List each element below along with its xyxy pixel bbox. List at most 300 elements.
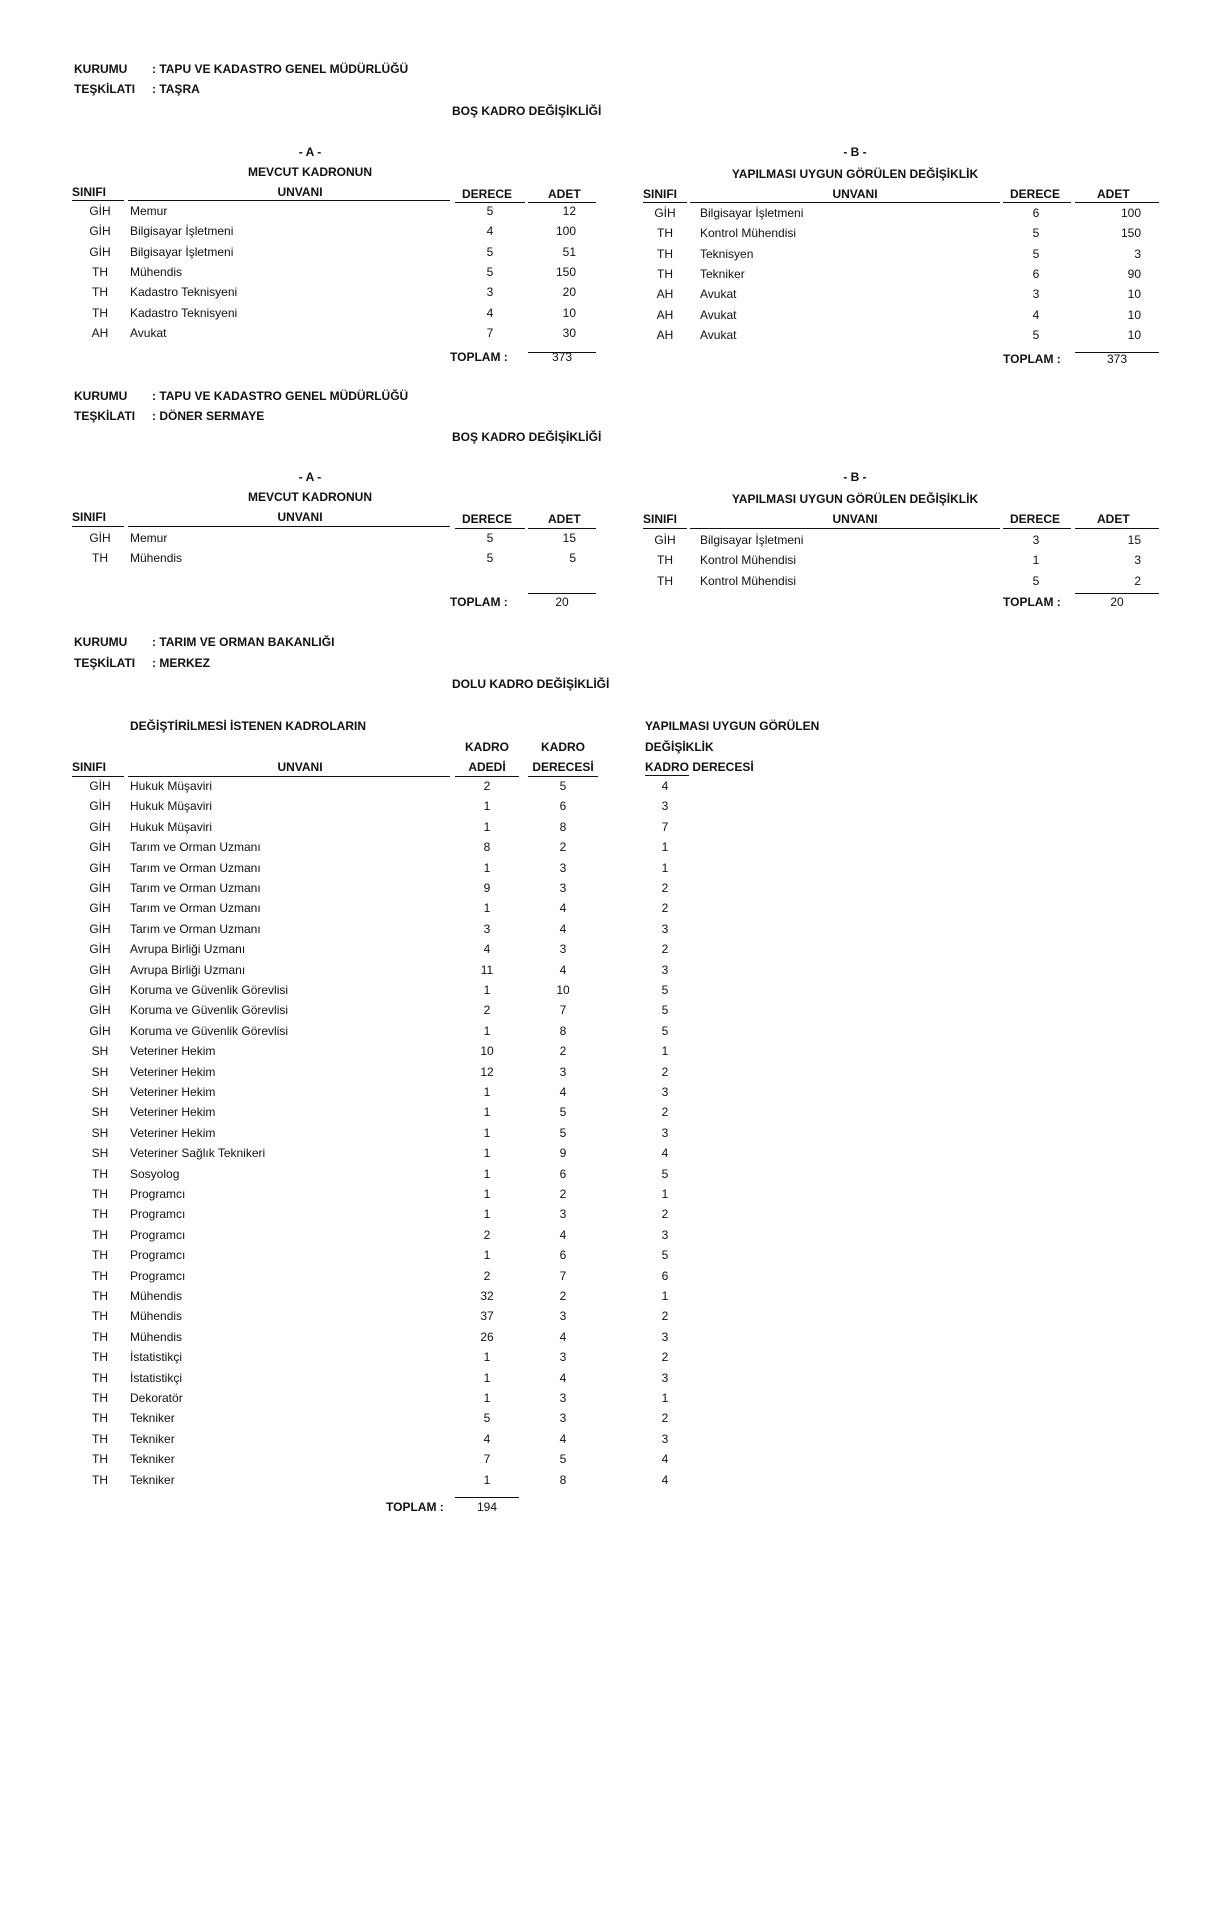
cell-sinif: TH [92,1227,108,1242]
cell-sinif: GİH [89,942,111,957]
cell-kadro-derecesi: 9 [559,1146,567,1161]
cell-sinif: GİH [89,779,111,793]
table-row [0,817,1223,837]
cell-sinif: TH [657,226,673,241]
cell-kadro-derecesi: 3 [559,1391,567,1405]
cell-sinif: TH [92,1166,108,1181]
cell-adet: 12 [562,204,576,218]
cell-derece: 4 [486,224,494,239]
table-row [0,1204,1223,1224]
cell-sinif: GİH [89,204,111,218]
s1-b-derece-header: DERECE [1010,187,1061,201]
cell-unvan: Tarım ve Orman Uzmanı [130,840,261,855]
cell-yeni-derece: 5 [661,1023,669,1038]
cell-unvan: Programcı [130,1268,186,1283]
cell-unvan: Tekniker [130,1452,175,1467]
s3-unvani-header: UNVANI [277,760,323,774]
cell-adet: 30 [562,325,576,340]
cell-kadro-derecesi: 3 [559,1309,567,1324]
table-row [0,878,1223,898]
s1-part-b: - B - [843,145,867,159]
cell-kadro-derecesi: 6 [559,1166,567,1181]
cell-yeni-derece: 4 [661,1452,669,1467]
cell-yeni-derece: 2 [661,942,669,957]
s3-right-heading-3: KADRO DERECESİ [645,760,754,774]
cell-sinif: TH [92,1329,108,1344]
s2-a-unvani-underline [128,526,450,527]
s1-yapilmasi-heading: YAPILMASI UYGUN GÖRÜLEN DEĞİŞİKLİK [731,167,979,181]
cell-unvan: Kontrol Mühendisi [700,226,797,241]
table-row [0,1286,1223,1306]
cell-unvan: Memur [130,531,168,545]
cell-unvan: İstatistikçi [130,1370,183,1385]
cell-derece: 5 [1032,573,1040,588]
s2-b-total-rule [1075,593,1159,594]
cell-unvan: Tekniker [700,266,745,281]
table-row [0,980,1223,1000]
cell-adet: 90 [1127,266,1141,281]
cell-derece: 5 [1032,226,1040,241]
table-row [0,1164,1223,1184]
cell-sinif: TH [92,285,108,300]
s1-b-total-label: TOPLAM : [1003,352,1061,366]
table-row [0,1041,1223,1061]
cell-sinif: TH [657,246,673,261]
cell-derece: 5 [486,531,494,545]
cell-kadro-derecesi: 4 [559,1370,567,1385]
cell-kadro-adedi: 1 [483,901,491,916]
table-row [0,223,1223,243]
cell-adet: 10 [562,305,576,320]
cell-sinif: TH [657,266,673,281]
s2-b-sinifi-underline [643,528,687,529]
cell-unvan: Avrupa Birliği Uzmanı [130,962,246,977]
cell-unvan: Avukat [700,287,737,302]
cell-adet: 2 [1134,573,1141,588]
cell-unvan: Tarım ve Orman Uzmanı [130,881,261,895]
cell-yeni-derece: 5 [661,983,669,997]
cell-kadro-derecesi: 2 [559,1044,567,1059]
cell-yeni-derece: 2 [661,1350,669,1365]
cell-kadro-adedi: 2 [483,779,491,793]
s1-a-adet-header: ADET [548,187,581,201]
cell-unvan: Koruma ve Güvenlik Görevlisi [130,983,289,997]
s2-title: BOŞ KADRO DEĞİŞİKLİĞİ [452,430,602,444]
cell-sinif: TH [92,1309,108,1324]
cell-yeni-derece: 1 [661,1391,669,1405]
s2-teskilati-value: : DÖNER SERMAYE [152,409,265,423]
cell-sinif: GİH [89,860,111,875]
cell-kadro-adedi: 1 [483,1125,491,1140]
cell-kadro-derecesi: 8 [559,1023,567,1038]
cell-unvan: Dekoratör [130,1391,183,1405]
cell-unvan: Hukuk Müşaviri [130,779,213,793]
cell-adet: 100 [555,224,576,239]
cell-derece: 5 [1032,246,1040,261]
cell-unvan: Kontrol Mühendisi [700,553,797,568]
cell-unvan: Teknisyen [700,246,754,261]
cell-sinif: TH [92,551,108,566]
table-row [0,1000,1223,1020]
cell-derece: 7 [486,325,494,340]
s2-b-unvani-underline [690,528,1000,529]
cell-kadro-adedi: 7 [483,1452,491,1467]
cell-adet: 150 [555,264,576,279]
cell-yeni-derece: 2 [661,1105,669,1120]
cell-kadro-adedi: 1 [483,1187,491,1201]
cell-unvan: Bilgisayar İşletmeni [700,206,804,220]
table-row [0,244,1223,264]
s1-teskilati-line [74,82,200,96]
cell-yeni-derece: 3 [661,799,669,814]
cell-kadro-adedi: 5 [483,1411,491,1426]
cell-kadro-derecesi: 4 [559,1227,567,1242]
table-row [0,1368,1223,1388]
cell-unvan: Avukat [700,327,737,342]
s1-a-total-value: 373 [551,350,573,364]
cell-sinif: GİH [89,983,111,997]
cell-unvan: Programcı [130,1187,186,1201]
cell-kadro-derecesi: 4 [559,1329,567,1344]
cell-sinif: TH [92,305,108,320]
cell-yeni-derece: 7 [661,819,669,834]
table-row [0,1388,1223,1408]
s2-a-sinifi-underline [72,526,124,527]
cell-kadro-derecesi: 4 [559,901,567,916]
s3-kurumu-line [74,635,334,649]
cell-adet: 10 [1127,327,1141,342]
cell-yeni-derece: 2 [661,901,669,916]
s1-kurumu-value: : TAPU VE KADASTRO GENEL MÜDÜRLÜĞÜ [152,62,409,76]
cell-kadro-derecesi: 4 [559,921,567,936]
s2-a-derece-header: DERECE [462,512,513,526]
cell-sinif: TH [92,1452,108,1467]
table-row [0,325,1223,345]
s3-kurumu-value: : TARIM VE ORMAN BAKANLIĞI [152,635,335,649]
cell-kadro-derecesi: 5 [559,1125,567,1140]
cell-kadro-adedi: 1 [483,1472,491,1487]
cell-unvan: Tekniker [130,1411,175,1426]
cell-unvan: Hukuk Müşaviri [130,819,213,834]
cell-yeni-derece: 1 [661,860,669,875]
cell-kadro-derecesi: 10 [556,983,570,997]
s2-a-total-value: 20 [555,595,569,609]
table-row [0,1408,1223,1428]
cell-adet: 15 [1127,533,1141,547]
cell-sinif: TH [92,1248,108,1263]
table-row [0,550,1223,570]
cell-kadro-derecesi: 4 [559,962,567,977]
cell-sinif: TH [92,1370,108,1385]
cell-sinif: GİH [89,881,111,895]
s3-kadro-label-2: KADRO [541,740,585,754]
cell-adet: 20 [562,285,576,300]
table-row [0,939,1223,959]
cell-kadro-adedi: 12 [480,1064,494,1079]
s3-teskilati-value: : MERKEZ [152,656,210,670]
cell-unvan: Veteriner Hekim [130,1064,216,1079]
cell-yeni-derece: 3 [661,962,669,977]
cell-kadro-adedi: 1 [483,1166,491,1181]
table-row [0,796,1223,816]
s3-sinifi-header: SINIFI [72,760,107,774]
cell-adet: 3 [1134,246,1141,261]
cell-sinif: SH [91,1044,109,1059]
cell-kadro-derecesi: 7 [559,1268,567,1283]
s2-b-total-value: 20 [1110,595,1124,609]
cell-sinif: AH [656,327,674,342]
cell-unvan: Bilgisayar İşletmeni [130,244,234,259]
cell-yeni-derece: 1 [661,1289,669,1303]
s3-total-value: 194 [476,1500,498,1514]
table-row [0,1082,1223,1102]
cell-kadro-derecesi: 3 [559,881,567,895]
cell-unvan: Avukat [130,325,167,340]
cell-kadro-derecesi: 2 [559,1289,567,1303]
s2-a-total-label: TOPLAM : [450,595,508,609]
table-row [0,284,1223,304]
cell-kadro-adedi: 32 [480,1289,494,1303]
cell-kadro-adedi: 11 [480,962,494,977]
cell-unvan: Koruma ve Güvenlik Görevlisi [130,1003,289,1018]
cell-derece: 3 [486,285,494,300]
s2-b-sinifi-header: SINIFI [643,512,678,526]
s2-b-derece-underline [1003,528,1071,529]
cell-kadro-derecesi: 3 [559,860,567,875]
cell-kadro-adedi: 1 [483,1023,491,1038]
cell-derece: 5 [486,264,494,279]
cell-kadro-adedi: 1 [483,1146,491,1161]
cell-unvan: Avukat [700,307,737,322]
s2-b-total-label: TOPLAM : [1003,595,1061,609]
s2-teskilati-label: TEŞKİLATI [74,409,136,423]
s2-part-b: - B - [843,470,867,484]
table-row [0,960,1223,980]
cell-sinif: TH [92,1268,108,1283]
cell-unvan: Memur [130,204,168,218]
table-row [0,1062,1223,1082]
cell-kadro-adedi: 1 [483,1248,491,1263]
table-row [0,1306,1223,1326]
cell-adet: 5 [569,551,576,566]
cell-yeni-derece: 2 [661,1064,669,1079]
cell-kadro-derecesi: 4 [559,1431,567,1446]
cell-yeni-derece: 3 [661,1370,669,1385]
cell-sinif: TH [92,1411,108,1426]
cell-yeni-derece: 4 [661,779,669,793]
cell-yeni-derece: 1 [661,1187,669,1201]
s1-b-unvani-header: UNVANI [832,187,878,201]
cell-unvan: Kadastro Teknisyeni [130,305,238,320]
table-row [0,305,1223,325]
cell-kadro-adedi: 1 [483,1370,491,1385]
s1-b-total-value: 373 [1106,352,1128,366]
cell-kadro-adedi: 1 [483,1391,491,1405]
s1-a-derece-header: DERECE [462,187,513,201]
table-row [0,1266,1223,1286]
cell-kadro-adedi: 1 [483,819,491,834]
cell-sinif: GİH [89,244,111,259]
cell-yeni-derece: 5 [661,1003,669,1018]
table-row [0,858,1223,878]
cell-kadro-derecesi: 6 [559,799,567,814]
s1-a-unvani-header: UNVANI [277,185,323,199]
cell-sinif: GİH [89,531,111,545]
s3-right-heading-1: YAPILMASI UYGUN GÖRÜLEN [645,719,820,733]
s1-mevcut-heading: MEVCUT KADRONUN [248,165,372,179]
s3-teskilati-label: TEŞKİLATI [74,656,136,670]
cell-yeni-derece: 2 [661,1309,669,1324]
cell-kadro-adedi: 1 [483,860,491,875]
cell-kadro-adedi: 1 [483,1105,491,1120]
cell-kadro-derecesi: 2 [559,840,567,855]
table-row [0,1470,1223,1490]
cell-yeni-derece: 3 [661,921,669,936]
cell-sinif: GİH [89,1003,111,1018]
cell-kadro-derecesi: 3 [559,1207,567,1222]
s3-title: DOLU KADRO DEĞİŞİKLİĞİ [452,677,610,691]
cell-sinif: TH [657,573,673,588]
cell-sinif: SH [91,1105,109,1120]
cell-sinif: TH [92,1289,108,1303]
cell-yeni-derece: 3 [661,1431,669,1446]
cell-unvan: Veteriner Hekim [130,1105,216,1120]
table-row [0,837,1223,857]
table-row [0,898,1223,918]
cell-yeni-derece: 3 [661,1125,669,1140]
s3-kadro-label-1: KADRO [465,740,509,754]
cell-unvan: Mühendis [130,1309,183,1324]
cell-kadro-adedi: 2 [483,1003,491,1018]
cell-sinif: TH [92,1207,108,1222]
s3-teskilati-line [74,656,210,670]
cell-yeni-derece: 6 [661,1268,669,1283]
cell-unvan: Veteriner Hekim [130,1125,216,1140]
cell-adet: 51 [562,244,576,259]
cell-derece: 6 [1032,206,1040,220]
cell-sinif: SH [91,1064,109,1079]
cell-sinif: GİH [89,1023,111,1038]
cell-derece: 1 [1032,553,1040,568]
cell-kadro-derecesi: 2 [559,1187,567,1201]
cell-yeni-derece: 4 [661,1472,669,1487]
s3-right-heading-2: DEĞİŞİKLİK [645,740,714,754]
cell-adet: 15 [562,531,576,545]
cell-adet: 3 [1134,553,1141,568]
cell-yeni-derece: 5 [661,1248,669,1263]
cell-yeni-derece: 2 [661,881,669,895]
table-row [0,571,1223,591]
cell-unvan: Mühendis [130,264,183,279]
s3-kurumu-label: KURUMU [74,635,128,649]
cell-sinif: TH [92,1431,108,1446]
cell-unvan: Tarım ve Orman Uzmanı [130,860,261,875]
cell-sinif: GİH [89,819,111,834]
table-row [0,776,1223,796]
s3-adedi-label: ADEDİ [468,760,506,774]
cell-sinif: GİH [654,533,676,547]
cell-sinif: SH [91,1146,109,1161]
cell-yeni-derece: 2 [661,1207,669,1222]
cell-kadro-derecesi: 3 [559,1064,567,1079]
table-row [0,1102,1223,1122]
cell-unvan: Mühendis [130,551,183,566]
cell-sinif: TH [92,1187,108,1201]
table-row [0,919,1223,939]
cell-sinif: GİH [89,840,111,855]
cell-sinif: GİH [89,224,111,239]
cell-sinif: SH [91,1085,109,1099]
s3-total-label: TOPLAM : [386,1500,444,1514]
table-row [0,530,1223,550]
cell-yeni-derece: 4 [661,1146,669,1161]
cell-kadro-derecesi: 4 [559,1085,567,1099]
s2-mevcut-heading: MEVCUT KADRONUN [248,490,372,504]
cell-kadro-derecesi: 7 [559,1003,567,1018]
s1-teskilati-value: : TAŞRA [152,82,200,96]
s2-kurumu-value: : TAPU VE KADASTRO GENEL MÜDÜRLÜĞÜ [152,389,409,403]
cell-yeni-derece: 3 [661,1329,669,1344]
s2-b-adet-header: ADET [1097,512,1130,526]
cell-sinif: GİH [654,206,676,220]
s2-b-unvani-header: UNVANI [832,512,878,526]
cell-unvan: Bilgisayar İşletmeni [700,533,804,547]
cell-unvan: Koruma ve Güvenlik Görevlisi [130,1023,289,1038]
cell-unvan: İstatistikçi [130,1350,183,1365]
table-row [0,1143,1223,1163]
cell-kadro-derecesi: 3 [559,1411,567,1426]
cell-sinif: TH [92,264,108,279]
cell-unvan: Hukuk Müşaviri [130,799,213,814]
s1-teskilati-label: TEŞKİLATI [74,82,136,96]
table-row [0,1021,1223,1041]
table-row [0,203,1223,223]
cell-unvan: Veteriner Hekim [130,1085,216,1099]
cell-kadro-derecesi: 5 [559,1105,567,1120]
cell-derece: 4 [486,305,494,320]
s3-derecesi-label: DERECESİ [532,760,594,774]
cell-yeni-derece: 5 [661,1166,669,1181]
s3-total-rule [455,1497,519,1498]
s2-a-adet-header: ADET [548,512,581,526]
cell-yeni-derece: 3 [661,1085,669,1099]
cell-kadro-derecesi: 3 [559,942,567,957]
cell-sinif: AH [656,287,674,302]
cell-kadro-adedi: 9 [483,881,491,895]
cell-sinif: TH [92,1472,108,1487]
cell-unvan: Mühendis [130,1329,183,1344]
cell-kadro-adedi: 1 [483,1085,491,1099]
cell-unvan: Mühendis [130,1289,183,1303]
cell-unvan: Tekniker [130,1472,175,1487]
cell-kadro-adedi: 1 [483,983,491,997]
s2-kurumu-line [74,389,408,403]
table-row [0,1184,1223,1204]
cell-unvan: Programcı [130,1248,186,1263]
cell-yeni-derece: 1 [661,1044,669,1059]
cell-derece: 5 [486,204,494,218]
table-row [0,1225,1223,1245]
s2-a-unvani-header: UNVANI [277,510,323,524]
cell-kadro-adedi: 37 [480,1309,494,1324]
cell-kadro-derecesi: 5 [559,779,567,793]
cell-kadro-adedi: 1 [483,1207,491,1222]
cell-unvan: Sosyolog [130,1166,180,1181]
cell-kadro-derecesi: 5 [559,1452,567,1467]
cell-yeni-derece: 1 [661,840,669,855]
cell-unvan: Programcı [130,1227,186,1242]
cell-adet: 150 [1120,226,1141,241]
